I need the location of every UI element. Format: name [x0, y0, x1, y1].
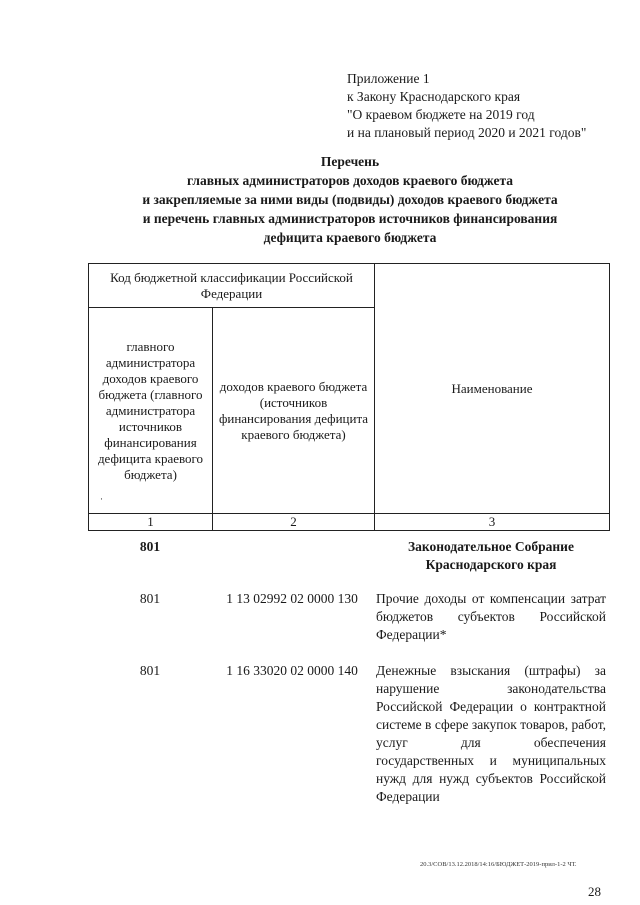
- header-num-3: 3: [375, 514, 610, 531]
- header-name-cell: Наименование: [375, 264, 610, 514]
- row-name: Денежные взыскания (штрафы) за нарушение законодательства Российской Федерации о контрактной системе в сфере закупок товаров, работ, услуг для обеспечения государственных и муниципальных нужд для нужд субъектов Российской Федерации: [376, 663, 606, 804]
- header-table: [88, 263, 610, 531]
- appendix-line-2: к Закону Краснодарского края: [347, 89, 521, 104]
- title-line-3: и закрепляемые за ними виды (подвиды) доходов краевого бюджета: [142, 192, 558, 207]
- title-line-5: дефицита краевого бюджета: [263, 230, 437, 245]
- appendix-line-3: "О краевом бюджете на 2019 год: [347, 107, 535, 122]
- title-line-4: и перечень главных администраторов источников финансирования: [142, 211, 558, 226]
- row-name: Законодательное Собрание Краснодарского края: [408, 539, 574, 572]
- footer-filename: 20.3/СОВ/13.12.2018/14:16/БЮДЖЕТ-2019-прил-1-2 ЧТ.: [420, 861, 577, 868]
- document-title: [90, 152, 610, 247]
- row-income-code: 1 16 33020 02 0000 140: [226, 663, 358, 678]
- title-line-1: Перечень: [320, 154, 380, 169]
- appendix-block: [347, 70, 586, 142]
- row-admin-code: 801: [139, 539, 161, 554]
- header-num-2: 2: [213, 514, 375, 531]
- scan-mark: ·: [100, 494, 103, 504]
- page-number: 28: [588, 884, 601, 899]
- header-group-cell: Код бюджетной классификации Российской Федерации: [89, 264, 375, 308]
- appendix-line-4: и на плановый период 2020 и 2021 годов": [347, 125, 587, 140]
- row-admin-code: 801: [139, 663, 161, 678]
- row-name: Прочие доходы от компенсации затрат бюджетов субъектов Российской Федерации*: [376, 591, 606, 642]
- header-admin-cell: главного администратора доходов краевого бюджета (главного администратора источников финансирования дефицита краевого бюджета): [89, 308, 213, 514]
- header-code-cell: доходов краевого бюджета (источников финансирования дефицита краевого бюджета): [213, 308, 375, 514]
- row-income-code: 1 13 02992 02 0000 130: [226, 591, 358, 606]
- header-num-1: 1: [89, 514, 213, 531]
- title-line-2: главных администраторов доходов краевого бюджета: [186, 173, 514, 188]
- appendix-line-1: Приложение 1: [347, 71, 430, 86]
- row-admin-code: 801: [139, 591, 161, 606]
